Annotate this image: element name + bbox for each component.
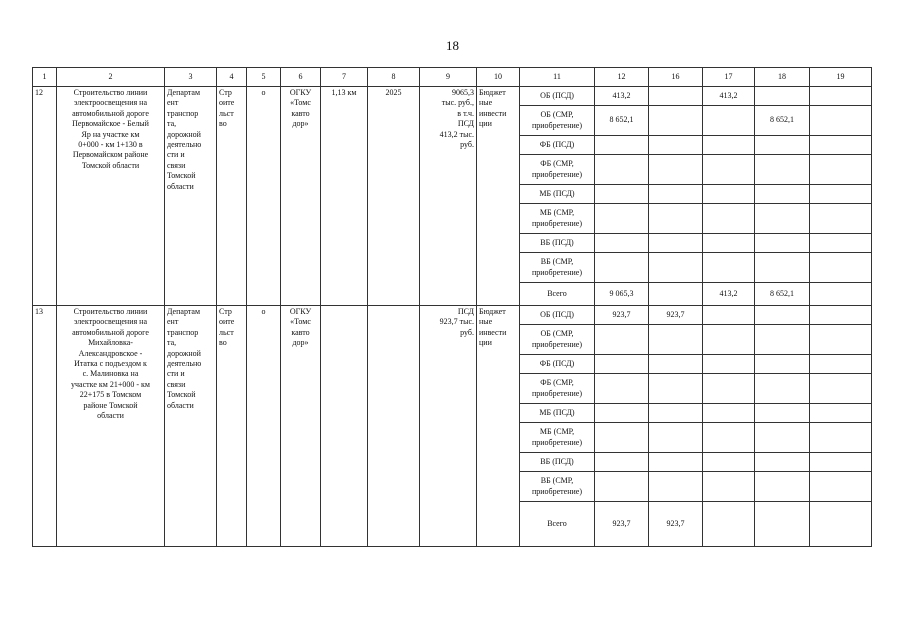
amount-col-19	[810, 234, 872, 253]
funding-source-label: ВБ (ПСД)	[520, 234, 595, 253]
amount-col-17	[703, 204, 755, 234]
amount-col-18	[755, 87, 810, 106]
amount-col-17	[703, 325, 755, 355]
amount-col-12	[595, 374, 649, 404]
amount-col-19	[810, 136, 872, 155]
amount-col-17: 413,2	[703, 283, 755, 306]
amount-col-18	[755, 404, 810, 423]
amount-col-12	[595, 404, 649, 423]
amount-col-16	[649, 423, 703, 453]
amount-col-17: 413,2	[703, 87, 755, 106]
estimated-cost: ПСД 923,7 тыс. руб.	[420, 306, 477, 547]
work-type: Стр оите льст во	[217, 87, 247, 306]
amount-col-19	[810, 355, 872, 374]
funding-source-label: ФБ (СМР, приобретение)	[520, 374, 595, 404]
amount-col-12	[595, 234, 649, 253]
amount-col-12	[595, 253, 649, 283]
amount-col-16	[649, 106, 703, 136]
amount-col-18	[755, 374, 810, 404]
amount-col-17	[703, 306, 755, 325]
amount-col-16	[649, 204, 703, 234]
funding-source-label: МБ (ПСД)	[520, 185, 595, 204]
amount-col-19	[810, 306, 872, 325]
amount-col-17	[703, 502, 755, 547]
amount-col-19	[810, 283, 872, 306]
object-name: Строительство линии электроосвещения на автомобильной дороге Первомайское - Белый Яр на участке км 0+000 - км 1+130 в Первомайском районе Томской области	[57, 87, 165, 306]
funding-source-label: ОБ (ПСД)	[520, 306, 595, 325]
amount-col-17	[703, 404, 755, 423]
amount-col-12: 923,7	[595, 306, 649, 325]
project-row	[33, 306, 872, 325]
header-cell: 3	[165, 68, 217, 87]
amount-col-18	[755, 155, 810, 185]
header-cell: 17	[703, 68, 755, 87]
amount-col-19	[810, 453, 872, 472]
page-number: 18	[446, 38, 459, 53]
investment-table	[32, 67, 872, 547]
header-cell: 8	[368, 68, 420, 87]
amount-col-17	[703, 453, 755, 472]
funding-source-label: Всего	[520, 283, 595, 306]
amount-col-18	[755, 185, 810, 204]
amount-col-16	[649, 472, 703, 502]
amount-col-19	[810, 204, 872, 234]
amount-col-19	[810, 106, 872, 136]
amount-col-12	[595, 185, 649, 204]
amount-col-19	[810, 185, 872, 204]
amount-col-16	[649, 234, 703, 253]
object-name: Строительство линии электроосвещения на автомобильной дороге Михайловка- Александровское - Итатка с подъездом к с. Малиновка на участке км 21+000 - км 22+175 в Томском районе Томской области	[57, 306, 165, 547]
funding-source-label: МБ (ПСД)	[520, 404, 595, 423]
responsible-department: Департам ент транспор та, дорожной деятельно сти и связи Томской области	[165, 306, 217, 547]
amount-col-19	[810, 87, 872, 106]
funding-source-label: ВБ (СМР, приобретение)	[520, 253, 595, 283]
amount-col-17	[703, 185, 755, 204]
funding-source-label: МБ (СМР, приобретение)	[520, 204, 595, 234]
amount-col-16	[649, 155, 703, 185]
amount-col-12: 8 652,1	[595, 106, 649, 136]
project-row	[33, 87, 872, 106]
header-cell: 19	[810, 68, 872, 87]
amount-col-17	[703, 423, 755, 453]
amount-col-18: 8 652,1	[755, 106, 810, 136]
funding-source-label: ФБ (СМР, приобретение)	[520, 155, 595, 185]
capacity: 1,13 км	[321, 87, 368, 306]
header-cell: 2	[57, 68, 165, 87]
header-cell: 4	[217, 68, 247, 87]
amount-col-12: 9 065,3	[595, 283, 649, 306]
amount-col-19	[810, 423, 872, 453]
header-cell: 9	[420, 68, 477, 87]
amount-col-12	[595, 453, 649, 472]
amount-col-12	[595, 325, 649, 355]
responsible-department: Департам ент транспор та, дорожной деятельно сти и связи Томской области	[165, 87, 217, 306]
amount-col-18	[755, 423, 810, 453]
header-cell: 1	[33, 68, 57, 87]
amount-col-18	[755, 306, 810, 325]
amount-col-18	[755, 204, 810, 234]
amount-col-17	[703, 106, 755, 136]
amount-col-17	[703, 355, 755, 374]
amount-col-16: 923,7	[649, 306, 703, 325]
header-row	[33, 68, 872, 87]
amount-col-16	[649, 374, 703, 404]
amount-col-16	[649, 325, 703, 355]
amount-col-17	[703, 253, 755, 283]
amount-col-12	[595, 155, 649, 185]
amount-col-18	[755, 472, 810, 502]
header-cell: 10	[477, 68, 520, 87]
amount-col-16	[649, 185, 703, 204]
amount-col-19	[810, 404, 872, 423]
estimated-cost: 9065,3 тыс. руб., в т.ч. ПСД 413,2 тыс. руб.	[420, 87, 477, 306]
amount-col-16	[649, 283, 703, 306]
amount-col-17	[703, 155, 755, 185]
row-number: 12	[33, 87, 57, 306]
funding-type: Бюджет ные инвести ции	[477, 87, 520, 306]
amount-col-12: 413,2	[595, 87, 649, 106]
amount-col-19	[810, 374, 872, 404]
row-number: 13	[33, 306, 57, 547]
amount-col-16	[649, 136, 703, 155]
column-5: о	[247, 306, 281, 547]
header-cell: 5	[247, 68, 281, 87]
customer: ОГКУ «Томс кавто дор»	[281, 306, 321, 547]
amount-col-19	[810, 253, 872, 283]
funding-source-label: ОБ (СМР, приобретение)	[520, 325, 595, 355]
funding-source-label: ФБ (ПСД)	[520, 355, 595, 374]
amount-col-12	[595, 355, 649, 374]
amount-col-12	[595, 423, 649, 453]
header-cell: 18	[755, 68, 810, 87]
customer: ОГКУ «Томс кавто дор»	[281, 87, 321, 306]
amount-col-16	[649, 355, 703, 374]
amount-col-19	[810, 325, 872, 355]
amount-col-19	[810, 502, 872, 547]
funding-source-label: ВБ (СМР, приобретение)	[520, 472, 595, 502]
header-cell: 7	[321, 68, 368, 87]
funding-source-label: ВБ (ПСД)	[520, 453, 595, 472]
amount-col-18	[755, 355, 810, 374]
amount-col-18	[755, 253, 810, 283]
header-cell: 16	[649, 68, 703, 87]
amount-col-12	[595, 472, 649, 502]
funding-source-label: МБ (СМР, приобретение)	[520, 423, 595, 453]
funding-source-label: ОБ (СМР, приобретение)	[520, 106, 595, 136]
header-cell: 12	[595, 68, 649, 87]
amount-col-18	[755, 136, 810, 155]
amount-col-12	[595, 204, 649, 234]
funding-source-label: ФБ (ПСД)	[520, 136, 595, 155]
amount-col-12: 923,7	[595, 502, 649, 547]
amount-col-16	[649, 404, 703, 423]
amount-col-18	[755, 453, 810, 472]
amount-col-19	[810, 472, 872, 502]
amount-col-18	[755, 234, 810, 253]
amount-col-12	[595, 136, 649, 155]
amount-col-16	[649, 453, 703, 472]
funding-type: Бюджет ные инвести ции	[477, 306, 520, 547]
header-cell: 11	[520, 68, 595, 87]
amount-col-18: 8 652,1	[755, 283, 810, 306]
amount-col-17	[703, 472, 755, 502]
amount-col-17	[703, 374, 755, 404]
amount-col-18	[755, 325, 810, 355]
capacity	[321, 306, 368, 547]
funding-source-label: Всего	[520, 502, 595, 547]
amount-col-16: 923,7	[649, 502, 703, 547]
column-5: о	[247, 87, 281, 306]
year	[368, 306, 420, 547]
header-cell: 6	[281, 68, 321, 87]
work-type: Стр оите льст во	[217, 306, 247, 547]
amount-col-18	[755, 502, 810, 547]
year: 2025	[368, 87, 420, 306]
amount-col-17	[703, 136, 755, 155]
funding-source-label: ОБ (ПСД)	[520, 87, 595, 106]
amount-col-19	[810, 155, 872, 185]
amount-col-17	[703, 234, 755, 253]
amount-col-16	[649, 253, 703, 283]
amount-col-16	[649, 87, 703, 106]
